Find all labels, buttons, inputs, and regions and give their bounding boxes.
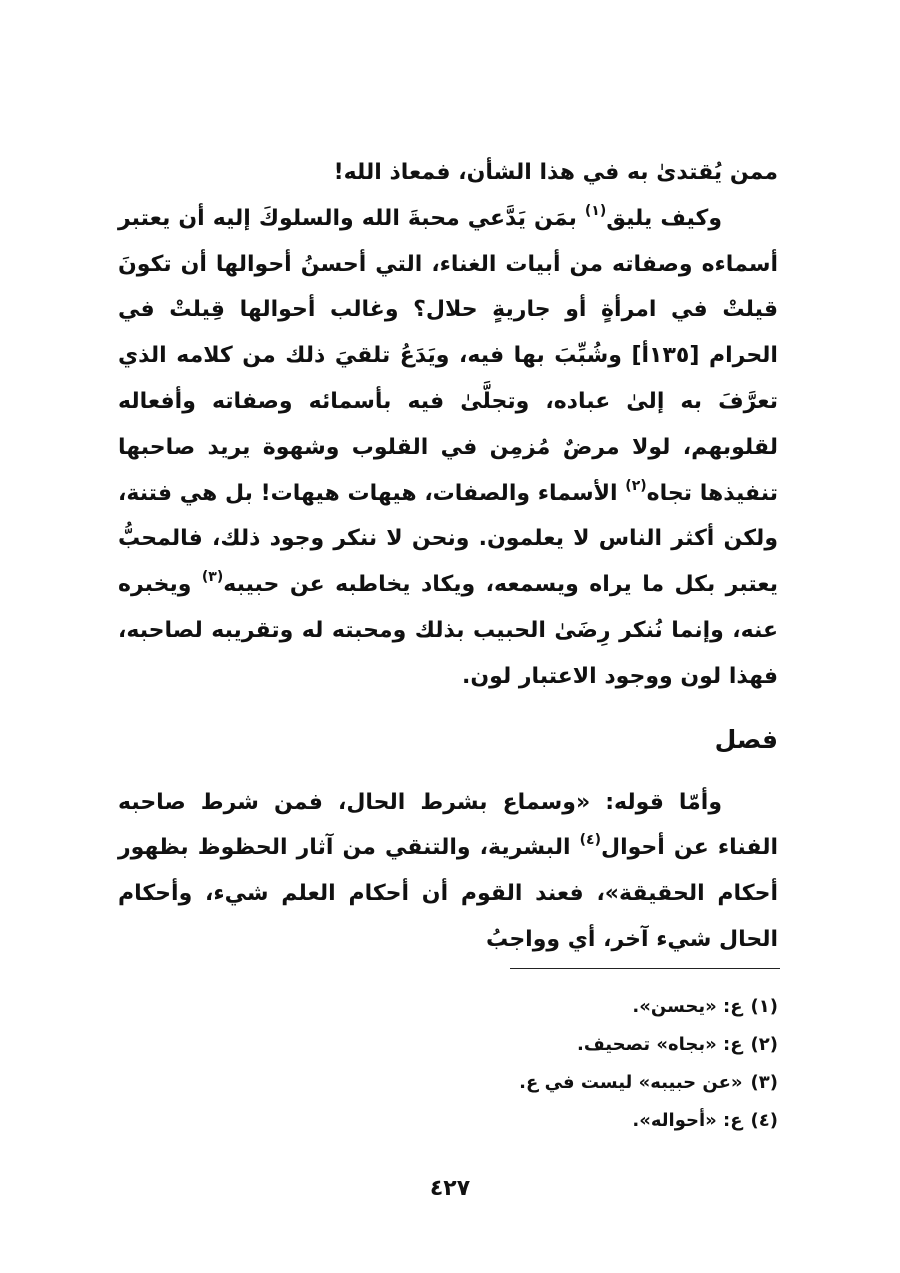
footnote-item [118, 1102, 778, 1140]
footnote-number: (٢) [750, 1034, 778, 1055]
page-number: ٤٢٧ [429, 1176, 471, 1201]
main-text [118, 150, 778, 963]
footnote-ref-4: (٤) [579, 832, 601, 849]
footnote-item [118, 988, 778, 1026]
text-run: وكيف يليق [606, 205, 722, 231]
footnote-ref-2: (٢) [625, 477, 647, 494]
text-run: «وسماع بشرط الحال، فمن شرط صاحبه الفناء عن أحوال [118, 789, 778, 861]
footnote-item [118, 1064, 778, 1102]
lead-phrase: وأمّا قوله: [605, 789, 722, 815]
paragraph-continuation [118, 150, 778, 196]
section-heading: فصل [714, 724, 778, 754]
footnote-ref-1: (١) [584, 202, 607, 219]
footnote-number: (٣) [750, 1072, 778, 1093]
paragraph-text: ممن يُقتدىٰ به في هذا الشأن، فمعاذ الله! [333, 160, 778, 185]
footnote-number: (١) [750, 996, 778, 1017]
footnote-text: ع: «بجاه» تصحيف. [577, 1034, 743, 1055]
text-run: البشرية، والتنقي من آثار الحظوظ بظهور أحكام الحقيقة»، فعند القوم أن أحكام العلم شيء، وأحكام الحال شيء آخر، أي وواجبُ [118, 835, 778, 952]
footnotes [118, 988, 778, 1140]
paragraph-1 [118, 196, 778, 700]
text-run: بمَن يَدَّعي محبةَ الله والسلوكَ إليه أن يعتبر أسماءه وصفاته من أبيات الغناء، التي أحسنُ أحوالها أن تكونَ قيلتْ في امرأةٍ أو جاريةٍ حلال؟ وغالب أحوالها قِيلتْ في الحرام [١٣٥أ] وشُبِّبَ بها فيه، ويَدَعُ تلقيَ ذلك من كلامه الذي تعرَّفَ به إلىٰ عباده، وتجلَّىٰ فيه بأسمائه وصفاته وأفعاله لقلوبهم، لولا مرضٌ مُزمِن في القلوب وشهوة يريد صاحبها تنفيذها تجاه [118, 205, 778, 506]
footnote-item [118, 1026, 778, 1064]
footnote-text: ع: «يحسن». [632, 996, 743, 1017]
text-run: الأسماء والصفات، هيهات هيهات! بل هي فتنة، ولكن أكثر الناس لا يعلمون. ونحن لا ننكر وجود ذلك، فالمحبُّ يعتبر بكل ما يراه ويسمعه، ويكاد يخاطبه عن حبيبه [118, 480, 778, 598]
footnote-text: ع: «أحواله». [632, 1110, 743, 1131]
footnote-text: «عن حبيبه» ليست في ع. [519, 1072, 743, 1093]
footnote-ref-3: (٣) [201, 569, 224, 586]
paragraph-2 [118, 780, 778, 963]
footnote-divider [510, 968, 780, 969]
text-run: ويخبره عنه، وإنما نُنكر رِضَىٰ الحبيب بذلك ومحبته له وتقريبه لصاحبه، فهذا لون ووجود الاعتبار لون. [118, 572, 778, 689]
footnote-number: (٤) [750, 1110, 778, 1131]
